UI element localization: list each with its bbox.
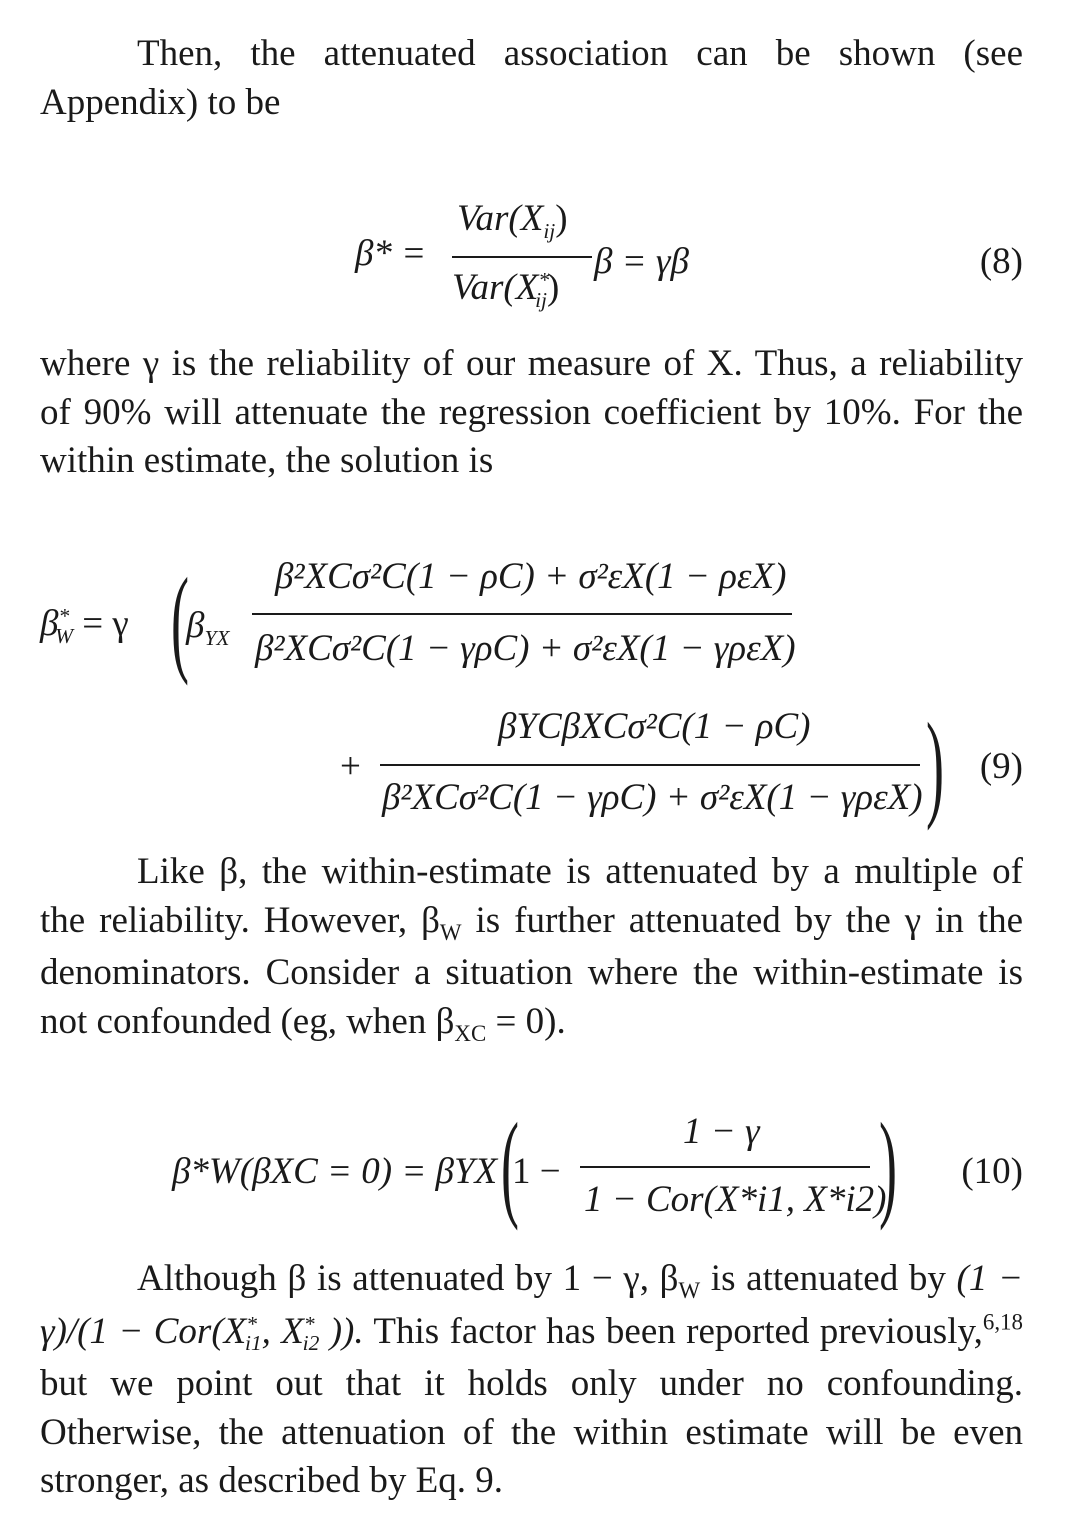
eq9-plus: + bbox=[340, 746, 361, 787]
p4-sub-i2: i2 bbox=[302, 1331, 320, 1355]
p3-text-a: Like β, the within-estimate is attenuated by a multiple of the reliability. However, β bbox=[40, 851, 1023, 941]
p4-star-1: * bbox=[246, 1311, 257, 1336]
p4-text-h: but we point out that it holds only under no confounding. Otherwise, the attenuation of the within estimate will be even stronger, as described by Eq. 9. bbox=[40, 1363, 1023, 1501]
eq8-denominator: $Var(X^*_{ij})$ bbox=[452, 267, 560, 312]
eq9-lhs: $\beta^*_W = \gamma$ bbox=[40, 603, 129, 648]
p4-sub-i1: i1 bbox=[244, 1331, 262, 1355]
eq10-right-paren: ) bbox=[878, 1098, 897, 1231]
p3-text-e: = 0). bbox=[486, 1000, 566, 1042]
paragraph-attenuation-factor bbox=[40, 1255, 1023, 1506]
eq10-left-paren: ( bbox=[500, 1098, 519, 1231]
eq9-fraction-bar-1 bbox=[252, 613, 792, 615]
eq8-fraction-bar bbox=[452, 256, 592, 258]
eq8-lhs: β* = bbox=[355, 233, 427, 274]
p4-formula-a: (1 − γ)/(1 − Cor(X bbox=[40, 1258, 1023, 1352]
paragraph-reliability-text: where γ is the reliability of our measure of X. Thus, a reliability of 90% will attenuate the regression coefficient by 10%. For the within estimate, the solution is bbox=[40, 343, 1023, 481]
p3-text-c: is further attenuated by the γ in the denominators. Consider a situation where the within-estimate is not confounded (eg, when β bbox=[40, 899, 1023, 1042]
p3-sub-w: W bbox=[439, 919, 462, 945]
p4-sub-w: W bbox=[678, 1278, 701, 1304]
p4-text-c: is attenuated by bbox=[700, 1258, 957, 1299]
citation-ref[interactable]: 6,18 bbox=[982, 1309, 1023, 1335]
p4-formula-b: , X bbox=[261, 1310, 304, 1352]
eq8-number: (8) bbox=[979, 241, 1023, 282]
eq8-rhs: β = γβ bbox=[594, 241, 689, 282]
p4-text-a: Although β is attenuated by 1 − γ, β bbox=[137, 1258, 679, 1299]
eq10-lhs: β*W(βXC = 0) = βYX bbox=[172, 1151, 498, 1192]
paragraph-intro-text: Then, the attenuated association can be shown (see Appendix) to be bbox=[40, 33, 1023, 123]
eq10-number: (10) bbox=[961, 1151, 1023, 1192]
eq8-numerator: $Var(X_{ij})$ bbox=[457, 198, 568, 243]
eq9-fraction-bar-2 bbox=[380, 764, 920, 766]
p4-formula-c: )). bbox=[319, 1310, 364, 1352]
paragraph-reliability bbox=[40, 340, 1023, 486]
p4-star-2: * bbox=[303, 1311, 315, 1336]
eq9-numerator-2: βYCβXCσ²C(1 − ρC) bbox=[498, 706, 811, 747]
paragraph-within-estimate bbox=[40, 848, 1023, 1050]
eq9-number: (9) bbox=[979, 746, 1023, 787]
eq10-denominator: 1 − Cor(X*i1, X*i2) bbox=[584, 1179, 887, 1220]
eq10-fraction-bar bbox=[580, 1166, 870, 1168]
eq9-numerator-1: β²XCσ²C(1 − ρC) + σ²εX(1 − ρεX) bbox=[275, 556, 787, 597]
paragraph-intro bbox=[40, 30, 1023, 127]
eq9-denominator-1: β²XCσ²C(1 − γρC) + σ²εX(1 − γρεX) bbox=[255, 628, 796, 669]
eq10-one-minus: 1 − bbox=[512, 1151, 561, 1192]
eq9-left-paren: ( bbox=[170, 553, 189, 686]
eq9-beta-yx: $\beta_{YX}$ bbox=[186, 605, 230, 650]
eq9-right-paren: ) bbox=[925, 698, 944, 831]
eq9-denominator-2: β²XCσ²C(1 − γρC) + σ²εX(1 − γρεX) bbox=[382, 777, 923, 818]
eq10-numerator: 1 − γ bbox=[683, 1111, 760, 1152]
p3-sub-xc: XC bbox=[454, 1020, 487, 1046]
p4-text-g: This factor has been reported previously, bbox=[363, 1310, 983, 1352]
